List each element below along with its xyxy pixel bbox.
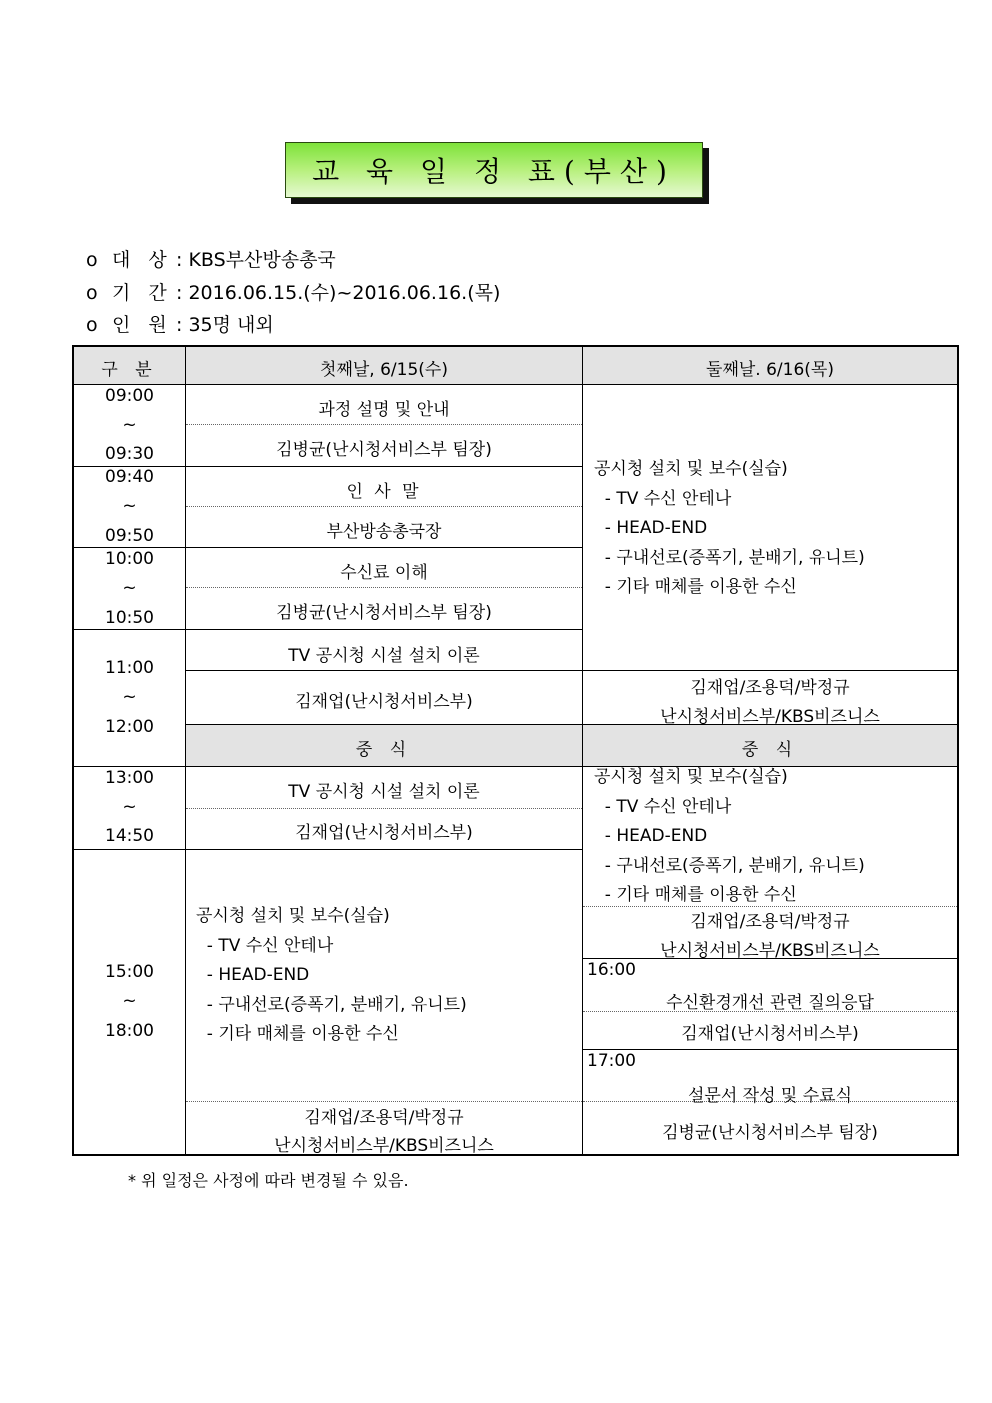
dotted-divider	[186, 424, 582, 425]
dotted-divider	[186, 506, 582, 507]
info-label: 대 상	[112, 249, 173, 271]
practice-line: - TV 수신 안테나	[196, 935, 334, 956]
header-day1: 첫째날, 6/15(수)	[320, 360, 448, 380]
footnote: * 위 일정은 사정에 따라 변경될 수 있음.	[128, 1171, 409, 1190]
time-start: 13:00	[105, 768, 154, 788]
practice-line: - HEAD-END	[594, 518, 708, 538]
session-title: TV 공시청 시설 설치 이론	[288, 646, 480, 666]
time-end: 14:50	[105, 826, 154, 846]
table-border-right	[957, 345, 959, 1156]
practice-line: 공시청 설치 및 보수(실습)	[196, 906, 390, 926]
practice-line: - TV 수신 안테나	[594, 796, 732, 817]
row-divider	[583, 1049, 958, 1050]
time-end: 12:00	[105, 717, 154, 737]
info-bullet: o	[86, 314, 98, 336]
time-end: 18:00	[105, 1021, 154, 1041]
session-instructor: 김재업/조용덕/박정규	[690, 912, 850, 932]
session-instructor: 김병균(난시청서비스부 팀장)	[662, 1123, 878, 1143]
practice-line: 공시청 설치 및 보수(실습)	[594, 767, 788, 787]
time-tilde: ~	[122, 687, 137, 707]
time-start: 15:00	[105, 962, 154, 982]
lunch-label: 중 식	[355, 740, 413, 760]
session-instructor: 부산방송총국장	[326, 522, 442, 542]
time-end: 10:50	[105, 608, 154, 628]
lunch-label: 중 식	[741, 740, 799, 760]
info-label: 기 간	[112, 282, 173, 304]
info-value: : KBS부산방송총국	[176, 249, 336, 271]
time-tilde: ~	[122, 415, 137, 435]
session-title: 인 사 말	[346, 482, 422, 502]
practice-line: - 기타 매체를 이용한 수신	[594, 885, 797, 905]
time-start: 09:00	[105, 386, 154, 406]
info-count	[86, 310, 274, 337]
time-end: 09:30	[105, 444, 154, 464]
practice-line: - 구내선로(증폭기, 분배기, 유니트)	[196, 994, 467, 1015]
page-title: 교 육 일 정 표(부산)	[285, 142, 703, 198]
info-value: : 35명 내외	[176, 314, 274, 336]
practice-block	[594, 455, 865, 603]
info-period	[86, 278, 500, 305]
time-tilde: ~	[122, 991, 137, 1011]
time-tilde: ~	[122, 578, 137, 598]
session-title: 수신환경개선 관련 질의응답	[666, 993, 874, 1013]
dotted-divider	[186, 808, 582, 809]
table-border-top	[72, 345, 959, 347]
time-start: 11:00	[105, 658, 154, 678]
session-instructor: 김병균(난시청서비스부 팀장)	[276, 603, 492, 623]
header-category: 구 분	[101, 360, 158, 380]
session-instructor: 김재업(난시청서비스부)	[295, 692, 473, 712]
session-instructor-org: 난시청서비스부/KBS비즈니스	[660, 707, 880, 727]
time-end: 09:50	[105, 526, 154, 546]
practice-line: - 기타 매체를 이용한 수신	[196, 1024, 399, 1044]
info-bullet: o	[86, 282, 98, 304]
practice-line: - 구내선로(증폭기, 분배기, 유니트)	[594, 547, 865, 568]
session-instructor: 김병균(난시청서비스부 팀장)	[276, 440, 492, 460]
session-title: TV 공시청 시설 설치 이론	[288, 782, 480, 802]
info-value: : 2016.06.15.(수)~2016.06.16.(목)	[176, 282, 501, 304]
dotted-divider	[186, 1101, 582, 1102]
practice-line: - 기타 매체를 이용한 수신	[594, 577, 797, 597]
session-instructor-org: 난시청서비스부/KBS비즈니스	[274, 1136, 494, 1156]
header-divider	[73, 384, 958, 385]
header-day2: 둘째날. 6/16(목)	[706, 360, 834, 380]
dotted-divider	[186, 587, 582, 588]
row-divider	[73, 849, 583, 850]
time-start: 09:40	[105, 467, 154, 487]
time-tilde: ~	[122, 496, 137, 516]
practice-block	[594, 763, 865, 911]
practice-line: 공시청 설치 및 보수(실습)	[594, 459, 788, 479]
session-instructor-org: 난시청서비스부/KBS비즈니스	[660, 941, 880, 961]
info-bullet: o	[86, 249, 98, 271]
row-divider	[73, 629, 583, 630]
practice-block	[196, 902, 467, 1050]
session-instructor: 김재업/조용덕/박정규	[690, 678, 850, 698]
practice-line: - TV 수신 안테나	[594, 488, 732, 509]
session-time: 17:00	[587, 1051, 636, 1071]
session-title: 과정 설명 및 안내	[318, 400, 450, 420]
title-banner	[285, 142, 709, 204]
session-instructor: 김재업(난시청서비스부)	[295, 823, 473, 843]
row-divider	[186, 670, 958, 671]
row-divider	[73, 547, 583, 548]
practice-line: - HEAD-END	[594, 826, 708, 846]
session-instructor: 김재업/조용덕/박정규	[304, 1108, 464, 1128]
info-target	[86, 245, 336, 272]
session-title: 수신료 이해	[340, 563, 428, 583]
time-tilde: ~	[122, 797, 137, 817]
practice-line: - HEAD-END	[196, 965, 310, 985]
practice-line: - 구내선로(증폭기, 분배기, 유니트)	[594, 855, 865, 876]
info-label: 인 원	[112, 314, 173, 336]
session-title: 설문서 작성 및 수료식	[687, 1086, 852, 1106]
time-start: 10:00	[105, 549, 154, 569]
session-instructor: 김재업(난시청서비스부)	[681, 1024, 859, 1044]
session-time: 16:00	[587, 960, 636, 980]
